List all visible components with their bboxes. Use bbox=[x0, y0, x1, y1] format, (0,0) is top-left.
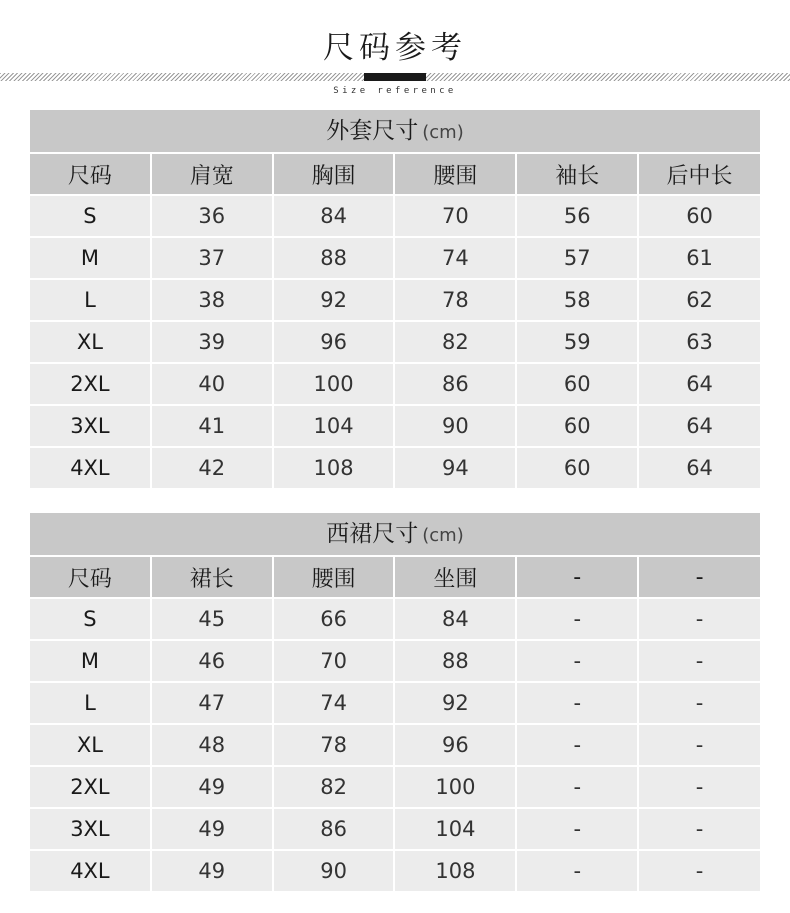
table-cell: M bbox=[30, 641, 152, 683]
table-cell: 64 bbox=[639, 406, 760, 448]
column-header: - bbox=[517, 557, 639, 599]
table-cell: 78 bbox=[274, 725, 396, 767]
table-row bbox=[30, 406, 760, 448]
table-cell: 74 bbox=[274, 683, 396, 725]
table-cell: 39 bbox=[152, 322, 274, 364]
table-cell: 2XL bbox=[30, 364, 152, 406]
column-header: 裙长 bbox=[152, 557, 274, 599]
table-row bbox=[30, 641, 760, 683]
table-cell: 56 bbox=[517, 196, 639, 238]
table-cell: 48 bbox=[152, 725, 274, 767]
table-cell: 60 bbox=[517, 406, 639, 448]
table-cell: 2XL bbox=[30, 767, 152, 809]
table-cell: 96 bbox=[274, 322, 396, 364]
jacket-size-table bbox=[30, 110, 760, 490]
table-row bbox=[30, 599, 760, 641]
table-cell: 60 bbox=[639, 196, 760, 238]
table-cell: L bbox=[30, 683, 152, 725]
table-cell: 88 bbox=[395, 641, 517, 683]
table-row bbox=[30, 238, 760, 280]
table-cell: 47 bbox=[152, 683, 274, 725]
hatch-divider-left bbox=[0, 73, 364, 81]
table-row bbox=[30, 364, 760, 406]
jacket-title-text: 外套尺寸 bbox=[326, 118, 419, 144]
table-row bbox=[30, 683, 760, 725]
column-header: 腰围 bbox=[274, 557, 396, 599]
table-cell: 60 bbox=[517, 448, 639, 490]
skirt-size-table bbox=[30, 513, 760, 893]
table-cell: 74 bbox=[395, 238, 517, 280]
table-row bbox=[30, 448, 760, 490]
table-cell: 88 bbox=[274, 238, 396, 280]
table-cell: - bbox=[639, 599, 760, 641]
table-cell: 60 bbox=[517, 364, 639, 406]
skirt-title-text: 西裙尺寸 bbox=[326, 521, 419, 547]
table-cell: - bbox=[639, 641, 760, 683]
table-cell: - bbox=[517, 851, 639, 893]
table-row bbox=[30, 851, 760, 893]
column-header: 肩宽 bbox=[152, 154, 274, 196]
table-cell: 42 bbox=[152, 448, 274, 490]
table-row bbox=[30, 196, 760, 238]
table-cell: 104 bbox=[274, 406, 396, 448]
table-cell: - bbox=[517, 767, 639, 809]
table-cell: 41 bbox=[152, 406, 274, 448]
table-row bbox=[30, 809, 760, 851]
table-cell: 78 bbox=[395, 280, 517, 322]
table-cell: 94 bbox=[395, 448, 517, 490]
table-cell: 61 bbox=[639, 238, 760, 280]
table-cell: 49 bbox=[152, 767, 274, 809]
table-cell: 66 bbox=[274, 599, 396, 641]
table-cell: 38 bbox=[152, 280, 274, 322]
column-header: 坐围 bbox=[395, 557, 517, 599]
table-cell: - bbox=[639, 725, 760, 767]
table-cell: 59 bbox=[517, 322, 639, 364]
table-cell: S bbox=[30, 599, 152, 641]
table-cell: 84 bbox=[395, 599, 517, 641]
table-cell: 45 bbox=[152, 599, 274, 641]
title-underline-bar bbox=[364, 73, 426, 81]
table-cell: 92 bbox=[274, 280, 396, 322]
column-header: 胸围 bbox=[274, 154, 396, 196]
table-cell: M bbox=[30, 238, 152, 280]
column-header: 腰围 bbox=[395, 154, 517, 196]
page-title: 尺码参考 bbox=[323, 30, 467, 66]
table-cell: - bbox=[517, 683, 639, 725]
table-cell: 46 bbox=[152, 641, 274, 683]
table-cell: 49 bbox=[152, 851, 274, 893]
column-header: 尺码 bbox=[30, 557, 152, 599]
table-cell: 90 bbox=[274, 851, 396, 893]
hatch-divider-right bbox=[426, 73, 790, 81]
table-row bbox=[30, 322, 760, 364]
table-cell: 82 bbox=[274, 767, 396, 809]
table-cell: L bbox=[30, 280, 152, 322]
table-cell: - bbox=[517, 599, 639, 641]
table-cell: 3XL bbox=[30, 406, 152, 448]
skirt-header-row bbox=[30, 557, 760, 599]
table-row bbox=[30, 280, 760, 322]
table-cell: 36 bbox=[152, 196, 274, 238]
jacket-unit-text: (cm) bbox=[422, 122, 464, 143]
table-cell: 57 bbox=[517, 238, 639, 280]
skirt-unit-text: (cm) bbox=[422, 525, 464, 546]
skirt-table-title bbox=[30, 513, 760, 557]
table-cell: 4XL bbox=[30, 448, 152, 490]
jacket-table-title bbox=[30, 110, 760, 154]
table-row bbox=[30, 725, 760, 767]
column-header: 袖长 bbox=[517, 154, 639, 196]
table-cell: 108 bbox=[274, 448, 396, 490]
table-cell: 108 bbox=[395, 851, 517, 893]
table-cell: 63 bbox=[639, 322, 760, 364]
column-header: 后中长 bbox=[639, 154, 760, 196]
table-cell: 84 bbox=[274, 196, 396, 238]
table-cell: XL bbox=[30, 322, 152, 364]
table-cell: 4XL bbox=[30, 851, 152, 893]
table-cell: - bbox=[639, 851, 760, 893]
table-cell: - bbox=[639, 767, 760, 809]
table-cell: 58 bbox=[517, 280, 639, 322]
table-cell: 82 bbox=[395, 322, 517, 364]
table-cell: S bbox=[30, 196, 152, 238]
table-cell: 37 bbox=[152, 238, 274, 280]
table-cell: 90 bbox=[395, 406, 517, 448]
table-cell: 49 bbox=[152, 809, 274, 851]
table-cell: 92 bbox=[395, 683, 517, 725]
table-cell: 62 bbox=[639, 280, 760, 322]
table-cell: - bbox=[517, 809, 639, 851]
table-cell: 104 bbox=[395, 809, 517, 851]
jacket-header-row bbox=[30, 154, 760, 196]
table-cell: - bbox=[517, 641, 639, 683]
table-row bbox=[30, 767, 760, 809]
table-cell: 64 bbox=[639, 364, 760, 406]
table-cell: 3XL bbox=[30, 809, 152, 851]
table-cell: 64 bbox=[639, 448, 760, 490]
page-header bbox=[0, 0, 790, 104]
table-cell: 70 bbox=[395, 196, 517, 238]
column-header: - bbox=[639, 557, 760, 599]
column-header: 尺码 bbox=[30, 154, 152, 196]
table-cell: XL bbox=[30, 725, 152, 767]
table-cell: 100 bbox=[395, 767, 517, 809]
table-cell: 100 bbox=[274, 364, 396, 406]
table-cell: 96 bbox=[395, 725, 517, 767]
table-cell: 70 bbox=[274, 641, 396, 683]
table-cell: - bbox=[639, 683, 760, 725]
table-cell: - bbox=[639, 809, 760, 851]
table-cell: 86 bbox=[395, 364, 517, 406]
page-subtitle: Size reference bbox=[333, 86, 457, 96]
table-cell: 40 bbox=[152, 364, 274, 406]
table-cell: - bbox=[517, 725, 639, 767]
table-cell: 86 bbox=[274, 809, 396, 851]
